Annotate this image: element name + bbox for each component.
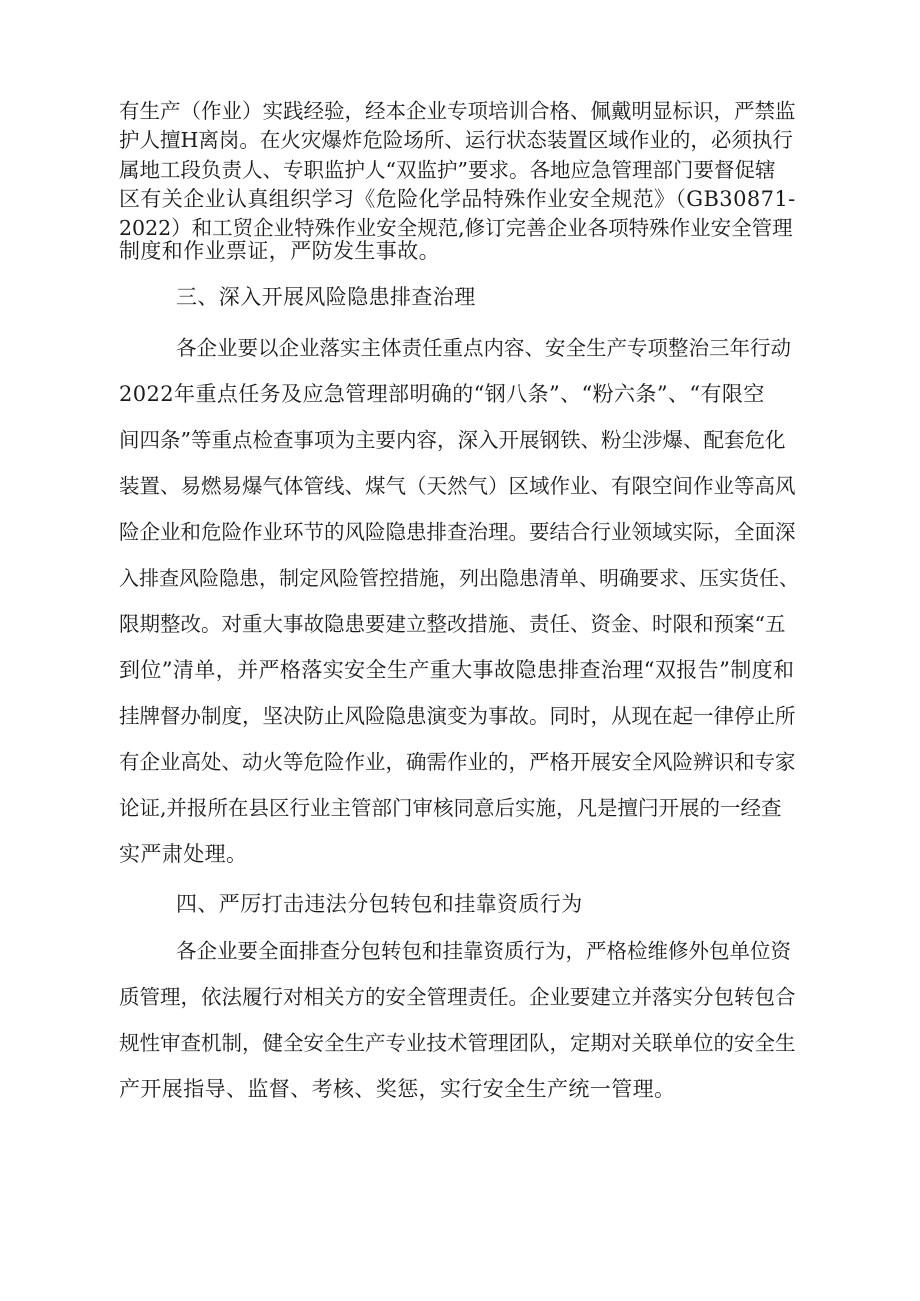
paragraph-line: 入排查风险隐患，制定风险管控措施，列出隐患清单、明确要求、压实货任、 (119, 566, 799, 590)
paragraph-line: 限期整改。对重大事故隐患要建立整改措施、责任、资金、时限和预案“五 (119, 612, 786, 636)
paragraph-line: 挂牌督办制度，坚决防止风险隐患演变为事故。同时，从现在起一律停止所 (119, 704, 796, 728)
paragraph-line: 护人擅H离岗。在火灾爆炸危险场所、运行状态装置区域作业的，必须执行 (119, 128, 793, 152)
paragraph-line: 规性审查机制，健全安全生产专业技术管理团队，定期对关联单位的安全生 (119, 1031, 796, 1055)
paragraph-line: 论证,并报所在县区行业主管部门审核同意后实施，凡是擅闩开展的一经查 (119, 796, 782, 820)
paragraph-line: 区有关企业认真组织学习《危险化学品特殊作业安全规范》（GB30871- (119, 187, 796, 211)
paragraph-line: 间四条”等重点检查事项为主要内容，深入开展钢铁、粉尘涉爆、配套危化 (119, 428, 786, 452)
paragraph-line: 险企业和危险作业环节的风险隐患排查治理。要结合行业领域实际，全面深 (119, 520, 796, 544)
paragraph-line: 属地工段负责人、专职监护人“双监护”要求。各地应急管理部门要督促辖 (119, 158, 776, 182)
paragraph-line: 有企业高处、动火等危险作业，确需作业的，严格开展安全风险辨识和专家 (119, 750, 796, 774)
paragraph-line: 2022）和工贸企业特殊作业安全规范,修订完善企业各项特殊作业安全管理 (119, 216, 793, 240)
paragraph-line: 质管理，依法履行对相关方的安全管理责任。企业要建立并落实分包转包合 (119, 985, 796, 1009)
section-heading-4: 四、严厉打击违法分包转包和挂靠资质行为 (176, 892, 583, 916)
paragraph-line: 到位”清单，并严格落实安全生产重大事故隐患排查治理“双报告”制度和 (119, 658, 795, 682)
paragraph-line: 有生产（作业）实践经验，经本企业专项培训合格、佩戴明显标识，严禁监 (119, 99, 796, 123)
paragraph-line: 产开展指导、监督、考核、奖惩，实行安全生产统一管理。 (119, 1077, 676, 1101)
paragraph-line: 装置、易燃易爆气体管线、煤气（天然气）区域作业、有限空间作业等高风 (119, 474, 796, 498)
section-heading-3: 三、深入开展风险隐患排查治理 (176, 285, 476, 309)
paragraph-line: 各企业要全面排查分包转包和挂靠资质行为，严格检维修外包单位资 (176, 939, 791, 963)
paragraph-line: 制度和作业票证，严防发生事故。 (119, 239, 440, 263)
paragraph-line: 各企业要以企业落实主体责任重点内容、安全生产专项整治三年行动 (176, 336, 791, 360)
paragraph-line: 2022年重点任务及应急管理部明确的“钢八条”、“粉六条”、“有限空 (119, 382, 765, 406)
paragraph-line: 实严肃处理。 (119, 842, 248, 866)
